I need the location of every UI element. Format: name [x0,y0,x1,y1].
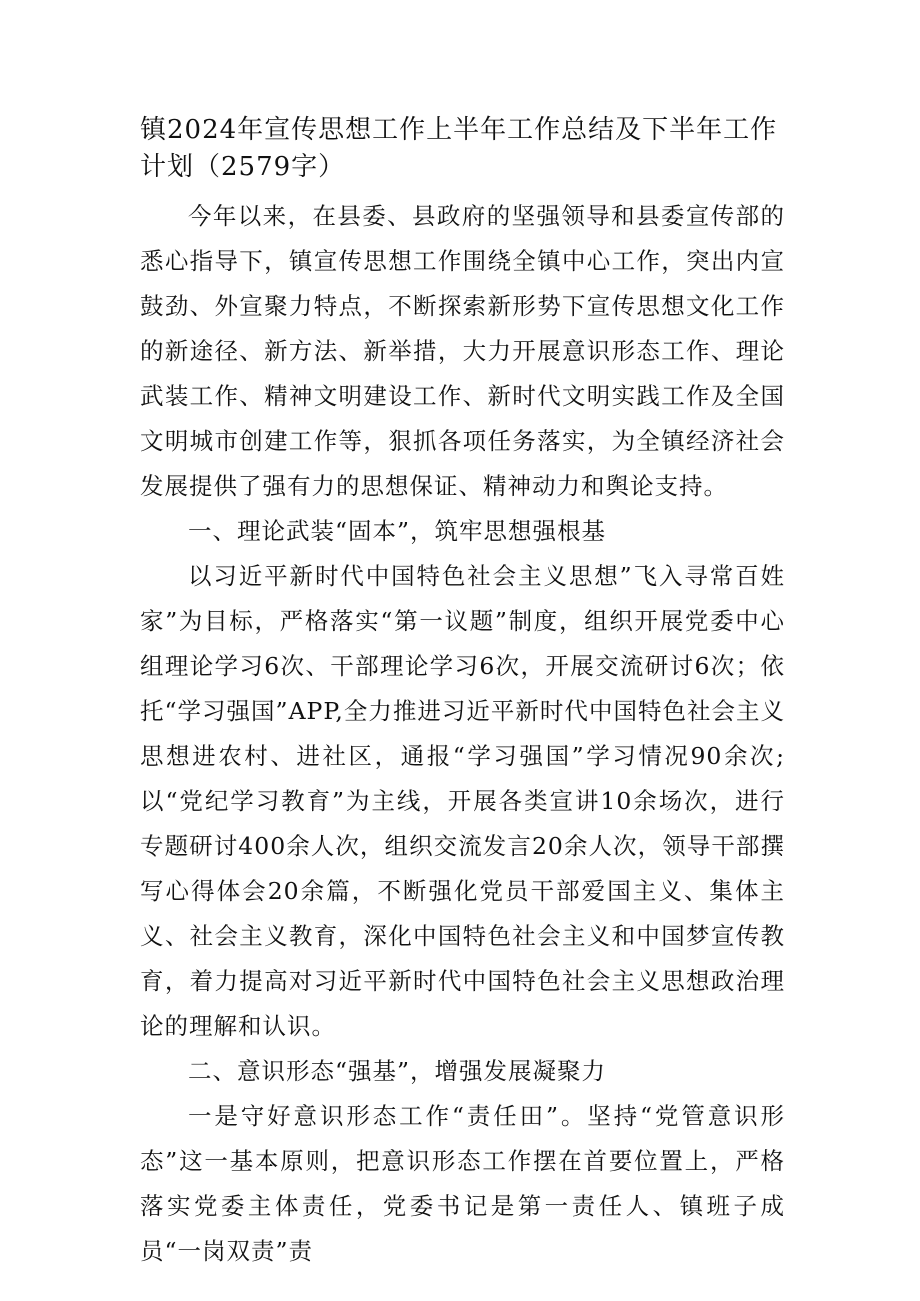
document-title: 镇2024年宣传思想工作上半年工作总结及下半年工作计划（2579字） [140,115,778,182]
document-page [140,112,785,1274]
section-2-body: 一是守好意识形态工作“责任田”。坚持“党管意识形态”这一基本原则，把意识形态工作摆在首要位置上，严格落实党委主体责任，党委书记是第一责任人、镇班子成员“一岗双责”责 [140,1102,785,1265]
section-1-body: 以习近平新时代中国特色社会主义思想”飞入寻常百姓家”为目标，严格落实“第一议题”制度，组织开展党委中心组理论学习6次、干部理论学习6次，开展交流研讨6次；依托“学习强国”APP,全力推进习近平新时代中国特色社会主义思想进农村、进社区，通报“学习强国”学习情况90余次;以“党纪学习教育”为主线，开展各类宣讲10余场次，进行专题研讨400余人次，组织交流发言20余人次，领导干部撰写心得体会20余篇，不断强化党员干部爱国主义、集体主义、社会主义教育，深化中国特色社会主义和中国梦宣传教育，着力提高对习近平新时代中国特色社会主义思想政治理论的理解和认识。 [140,562,785,1040]
section-1-heading: 一、理论武装“固本”，筑牢思想强根基 [188,517,607,545]
section-2-heading: 二、意识形态“强基”，增强发展凝聚力 [188,1057,607,1085]
intro-paragraph: 今年以来，在县委、县政府的坚强领导和县委宣传部的悉心指导下，镇宣传思想工作围绕全镇中心工作，突出内宣鼓劲、外宣聚力特点，不断探索新形势下宣传思想文化工作的新途径、新方法、新举措，大力开展意识形态工作、理论武装工作、精神文明建设工作、新时代文明实践工作及全国文明城市创建工作等，狠抓各项任务落实，为全镇经济社会发展提供了强有力的思想保证、精神动力和舆论支持。 [140,202,785,500]
